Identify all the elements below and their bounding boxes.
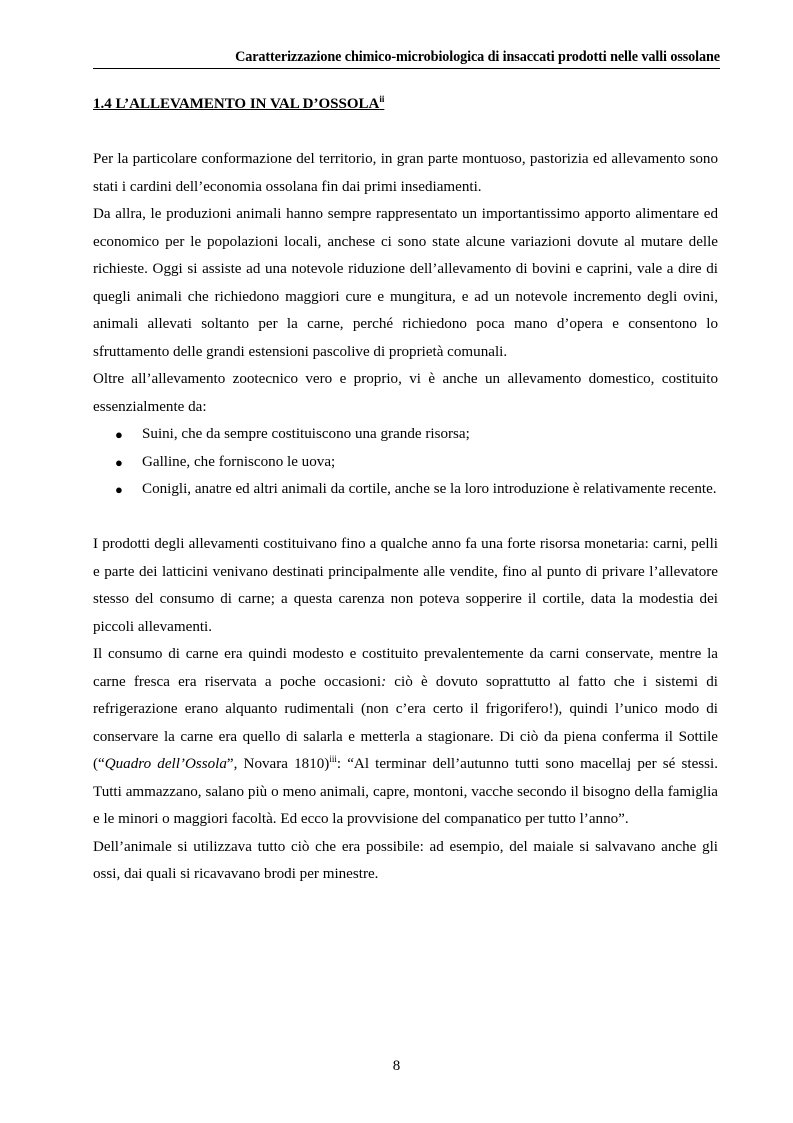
running-header: Caratterizzazione chimico-microbiologica di insaccati prodotti nelle valli ossolane	[235, 49, 720, 65]
bullet-icon: ●	[115, 427, 123, 442]
body-text	[93, 146, 718, 889]
paragraph-1: Per la particolare conformazione del territorio, in gran parte montuoso, pastorizia ed allevamento sono stati i cardini dell’economia ossolana fin dai primi insediamenti.	[93, 151, 718, 195]
list-item-text: Conigli, anatre ed altri animali da cortile, anche se la loro introduzione è relativamente recente.	[142, 481, 717, 497]
section-title-text: 1.4 L’ALLEVAMENTO IN VAL D’OSSOLA	[93, 96, 380, 112]
paragraph-4: I prodotti degli allevamenti costituivano fino a qualche anno fa una forte risorsa monetaria: carni, pelli e parte dei latticini venivano destinati principalmente alle vendite, fino al punto di privare l’allevatore stesso del consumo di carne; a questa carenza non poteva sopperire il cortile, data la modestia dei piccoli allevamenti.	[93, 536, 718, 635]
paragraph-6: Dell’animale si utilizzava tutto ciò che era possibile: ad esempio, del maiale si salvavano anche gli ossi, dai quali si ricavavano brodi per minestre.	[93, 838, 718, 882]
list-item-text: Suini, che da sempre costituiscono una grande risorsa;	[142, 426, 470, 442]
paragraph-2: Da allra, le produzioni animali hanno sempre rappresentato un importantissimo apporto alimentare ed economico per le popolazioni locali, anchese ci sono state alcune variazioni dovute al mutare delle richieste. Oggi si assiste ad una notevole riduzione dell’allevamento di bovini e caprini, vale a dire di quegli animali che richiedono maggiori cure e mungitura, e ad un notevole incremento degli ovini, animali allevati soltanto per la carne, perché richiedono poca mano d’opera e consentono lo sfruttamento delle grandi estensioni pascolive di proprietà comunali.	[93, 206, 718, 360]
book-title: Quadro dell’Ossola	[104, 756, 227, 772]
paragraph-5-part-a: Il consumo di carne era quindi modesto e costituito prevalentemente da carni conservate, mentre la carne fresca era riservata a poche occasioni	[93, 646, 718, 690]
header-divider	[93, 68, 720, 69]
paragraph-5-colon: :	[381, 673, 387, 690]
bullet-list	[93, 421, 718, 504]
endnote-marker[interactable]: ii	[379, 94, 385, 104]
paragraph-5	[93, 641, 718, 834]
paragraph-5-part-c: ”, Novara 1810)	[226, 756, 330, 772]
bullet-icon: ●	[115, 482, 123, 497]
paragraph-5-part-b: ciò è dovuto soprattutto al fatto che i sistemi di refrigerazione erano alquanto rudimentali (non c’era certo il frigorifero!), quindi l’unico modo di conservare la carne era quello di salarla e metterla a stagionare. Di ciò da piena conferma il Sottile (“	[93, 673, 718, 772]
list-item	[93, 421, 718, 449]
endnote-marker[interactable]: iii	[329, 754, 337, 764]
page-number: 8	[392, 1058, 401, 1074]
list-item	[93, 449, 718, 477]
list-item-text: Galline, che forniscono le uova;	[142, 453, 336, 470]
bullet-icon: ●	[115, 454, 123, 470]
section-title	[93, 94, 384, 114]
paragraph-3: Oltre all’allevamento zootecnico vero e proprio, vi è anche un allevamento domestico, costituito essenzialmente da:	[93, 371, 718, 415]
paragraph-5-part-d: : “Al terminar dell’autunno tutti sono macellaj per sé stessi. Tutti ammazzano, salano più o meno animali, capre, montoni, vacche secondo il bisogno della famiglia e le minori o maggiori facoltà. Ed ecco la provvisione del companatico per tutto l’anno”.	[93, 756, 718, 827]
list-item	[93, 476, 718, 504]
